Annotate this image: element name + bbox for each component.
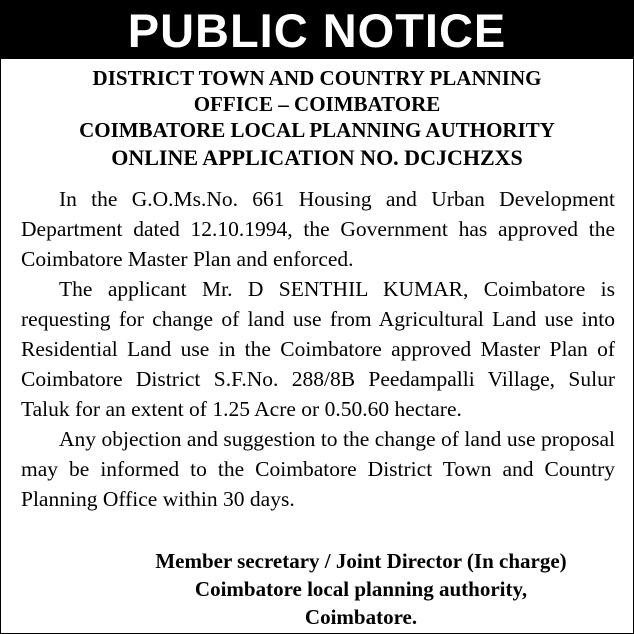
signature-authority: Coimbatore local planning authority, <box>194 577 528 601</box>
paragraph-government-order: In the G.O.Ms.No. 661 Housing and Urban Development Department dated 12.10.1994, the Government has approved the Coimbatore Master Plan and enforced. <box>21 187 615 271</box>
paragraph-applicant-request: The applicant Mr. D SENTHIL KUMAR, Coimbatore is requesting for change of land use from Agricultural Land use into Residential Land use in the Coimbatore approved Master Plan of Coimbatore District S.F.No. 288/8B Peedampalli Village, Sulur Taluk for an extent of 1.25 Acre or 0.50.60 hectare. <box>21 277 615 421</box>
header-line-location: OFFICE – COIMBATORE <box>193 92 441 116</box>
header-line-office: DISTRICT TOWN AND COUNTRY PLANNING <box>92 66 542 90</box>
header-line-authority: COIMBATORE LOCAL PLANNING AUTHORITY <box>79 118 555 142</box>
signature-designation: Member secretary / Joint Director (In charge) <box>155 549 567 573</box>
notice-banner-title: PUBLIC NOTICE <box>1 1 633 59</box>
signature-place: Coimbatore. <box>304 605 418 629</box>
notice-body <box>21 184 615 514</box>
notice-header <box>1 65 633 173</box>
paragraph-objection-period: Any objection and suggestion to the change of land use proposal may be informed to the Coimbatore District Town and Country Planning Office within 30 days. <box>21 427 615 511</box>
application-number: ONLINE APPLICATION NO. DCJCHZXS <box>111 145 523 170</box>
signature-block <box>1 547 634 631</box>
